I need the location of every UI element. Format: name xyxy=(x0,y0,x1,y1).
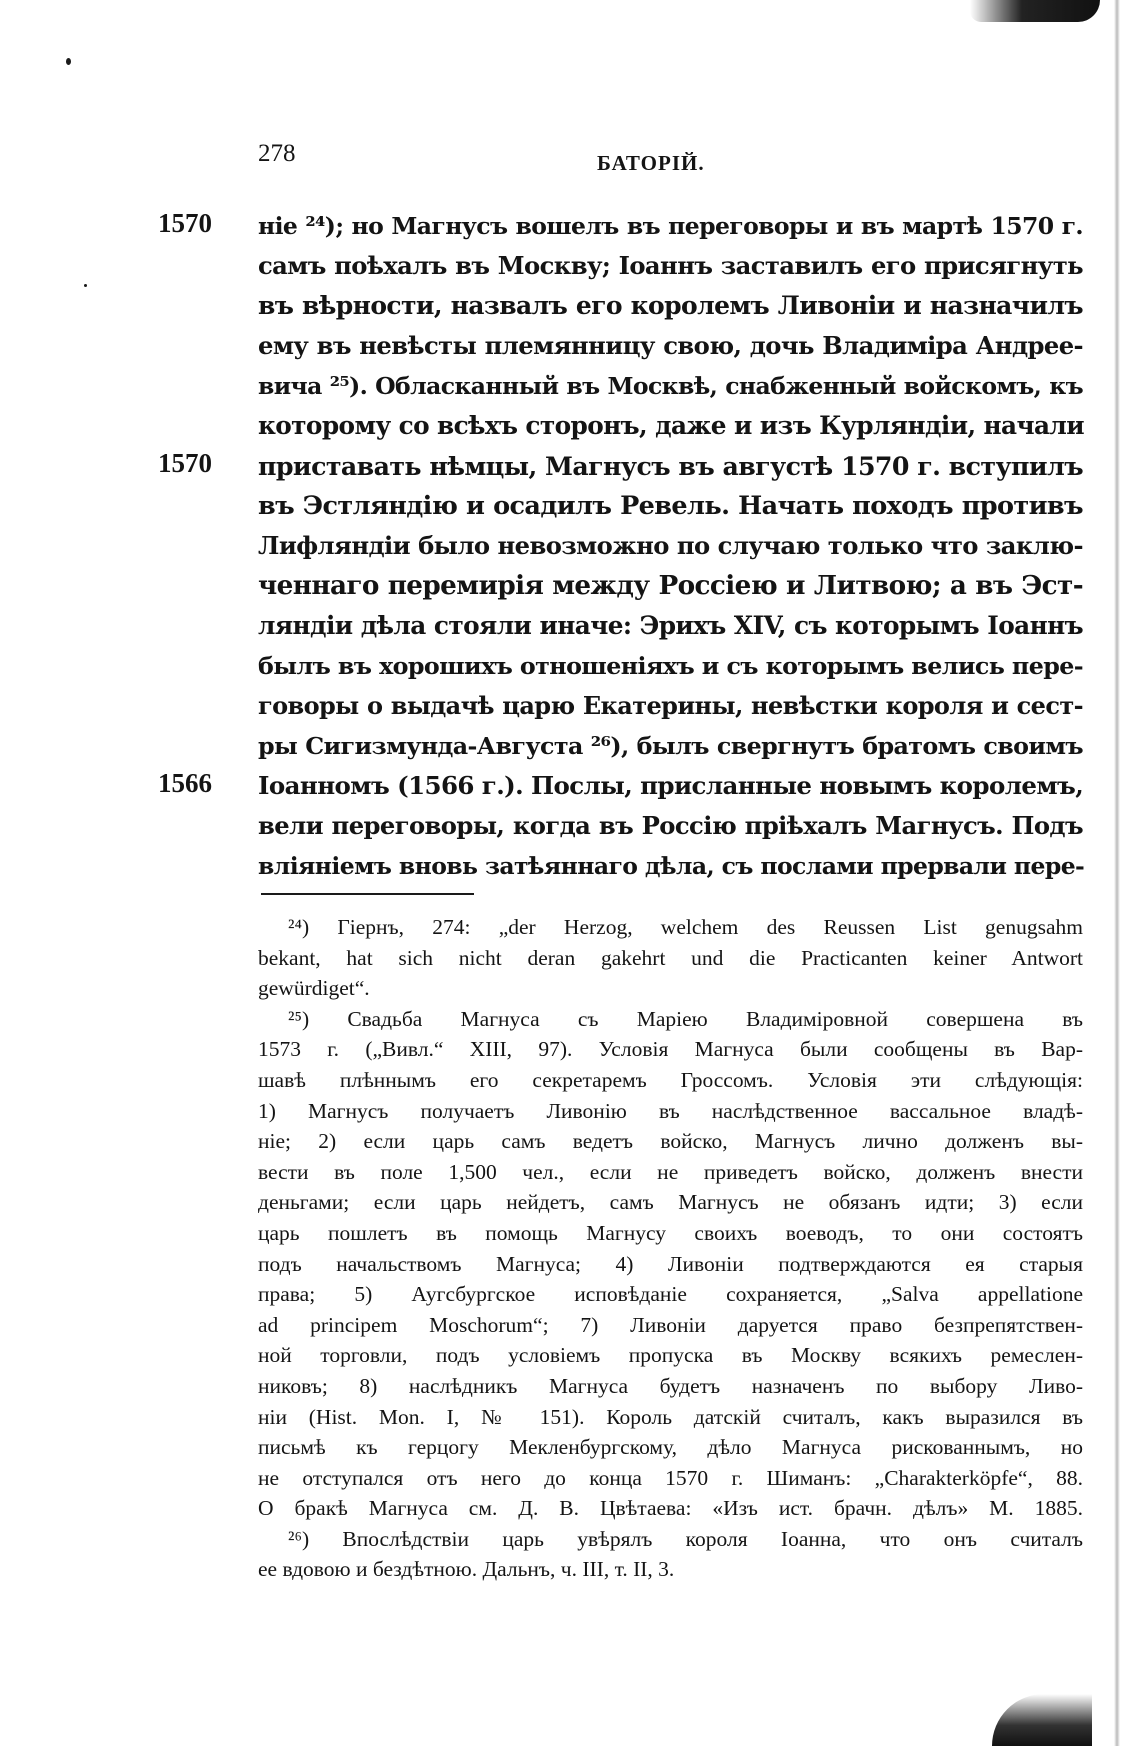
text-line: вліяніемъ вновь затѣяннаго дѣла, съ послами прервали пере- xyxy=(258,852,1085,880)
text-line: которому со всѣхъ сторонъ, даже и изъ Курляндіи, начали xyxy=(258,411,1085,440)
footnote-25-line: царь пошлетъ въ помощь Магнусу своихъ воеводъ, то они состоятъ xyxy=(258,1220,1083,1245)
text-line: ніе ²⁴); но Магнусъ вошелъ въ переговоры и въ мартѣ 1570 г. xyxy=(258,212,1083,240)
footnote-26-line: ²⁶) Впослѣдствіи царь увѣрялъ короля Іоанна, что онъ считалъ xyxy=(288,1526,1083,1551)
text-line: вича ²⁵). Обласканный въ Москвѣ, снабженный войскомъ, къ xyxy=(258,372,1083,400)
footnote-25-line: шавѣ плѣннымъ его секретаремъ Гроссомъ. Условія эти слѣдующія: xyxy=(258,1067,1083,1092)
ink-blot-bottom-right xyxy=(992,1694,1092,1746)
text-line: въ вѣрности, назвалъ его королемъ Ливоніи и назначилъ xyxy=(258,291,1083,320)
ink-blot-top-right xyxy=(970,0,1100,22)
text-line: ры Сигизмунда-Августа ²⁶), былъ свергнутъ братомъ своимъ xyxy=(258,732,1083,760)
footnote-25-line: подъ начальствомъ Магнуса; 4) Ливоніи подтверждаются ея старыя xyxy=(258,1251,1083,1276)
page-number: 278 xyxy=(258,140,296,167)
footnote-25-line: не отступался отъ него до конца 1570 г. Шиманъ: „Charakterköpfe“, 88. xyxy=(258,1465,1083,1490)
footnote-25-line: никовъ; 8) наслѣдникъ Магнуса будетъ назначенъ по выбору Ливо- xyxy=(258,1373,1083,1398)
footnote-25-line: права; 5) Аугсбургское исповѣданіе сохраняется, „Salva appellatione xyxy=(258,1282,1083,1307)
footnote-25-line: 1573 г. („Вивл.“ XIII, 97). Условія Магнуса были сообщены въ Вар- xyxy=(258,1037,1083,1062)
footnote-25-line: вести въ поле 1,500 чел., если не приведетъ войско, долженъ внести xyxy=(258,1159,1083,1184)
footnote-25-line: письмѣ къ герцогу Мекленбургскому, дѣло Магнуса рискованнымъ, но xyxy=(258,1435,1083,1460)
footnote-25-line: ніи (Hist. Mon. I, № 151). Король датскій считалъ, какъ выразился въ xyxy=(258,1404,1083,1429)
text-line: Іоанномъ (1566 г.). Послы, присланные новымъ королемъ, xyxy=(258,771,1084,800)
text-line: былъ въ хорошихъ отношеніяхъ и съ которымъ велись пере- xyxy=(258,652,1083,680)
text-line: ляндіи дѣла стояли иначе: Эрихъ XIV, съ которымъ Іоаннъ xyxy=(258,611,1083,640)
footnote-25-line: ad principem Moschorum“; 7) Ливоніи даруется право безпрепятствен- xyxy=(258,1312,1083,1337)
text-line: приставать нѣмцы, Магнусъ въ августѣ 1570 г. вступилъ xyxy=(258,451,1083,481)
footnote-24-line: ²⁴) Гіернъ, 274: „der Herzog, welchem des Reussen List genugsahm xyxy=(288,915,1083,939)
footnote-25-line: О бракѣ Магнуса см. Д. В. Цвѣтаева: «Изъ ист. брачн. дѣлъ» М. 1885. xyxy=(258,1496,1083,1521)
text-line: говоры о выдачѣ царю Екатерины, невѣстки короля и сест- xyxy=(258,691,1083,720)
page-edge-shadow xyxy=(1114,0,1120,1746)
footnote-24-line: gewürdiget“. xyxy=(258,976,370,1001)
footnote-25-line: деньгами; если царь нейдетъ, самъ Магнусъ не обязанъ идти; 3) если xyxy=(258,1190,1083,1215)
text-line: ченнаго перемирія между Россіею и Литвою; а въ Эст- xyxy=(258,570,1083,601)
margin-year: 1570 xyxy=(158,448,212,478)
ink-speck xyxy=(84,284,87,287)
ink-speck xyxy=(66,58,71,65)
text-line: вели переговоры, когда въ Россію пріѣхалъ Магнусъ. Подъ xyxy=(258,811,1083,840)
text-line: Лифляндіи было невозможно по случаю только что заклю- xyxy=(258,531,1083,560)
text-line: самъ поѣхалъ въ Москву; Іоаннъ заставилъ его присягнуть xyxy=(258,251,1083,280)
margin-year: 1566 xyxy=(158,768,212,798)
footnote-26-line: ее вдовою и бездѣтною. Дальнъ, ч. III, т. II, 3. xyxy=(258,1557,675,1582)
footnote-25-line: ной торговли, подъ условіемъ пропуска въ Москву всякихъ ремеслен- xyxy=(258,1343,1083,1368)
footnote-25-line: ніе; 2) если царь самъ ведетъ войско, Магнусъ лично долженъ вы- xyxy=(258,1129,1083,1154)
footnote-24-line: bekant, hat sich nicht deran gakehrt und die Practicanten keiner Antwort xyxy=(258,945,1083,970)
footnotes xyxy=(258,912,1083,1585)
text-line: ему въ невѣсты племянницу свою, дочь Владиміра Андрее- xyxy=(258,331,1083,360)
running-head: БАТОРІЙ. xyxy=(597,151,705,175)
main-text xyxy=(258,206,1083,886)
text-line: въ Эстляндію и осадилъ Ревель. Начать походъ противъ xyxy=(258,491,1083,521)
footnote-25-line: 1) Магнусъ получаетъ Ливонію въ наслѣдственное вассальное владѣ- xyxy=(258,1098,1083,1123)
footnote-rule xyxy=(261,893,474,895)
footnote-25-line: ²⁵) Свадьба Магнуса съ Маріею Владиміровной совершена въ xyxy=(288,1006,1083,1031)
margin-year: 1570 xyxy=(158,208,212,238)
